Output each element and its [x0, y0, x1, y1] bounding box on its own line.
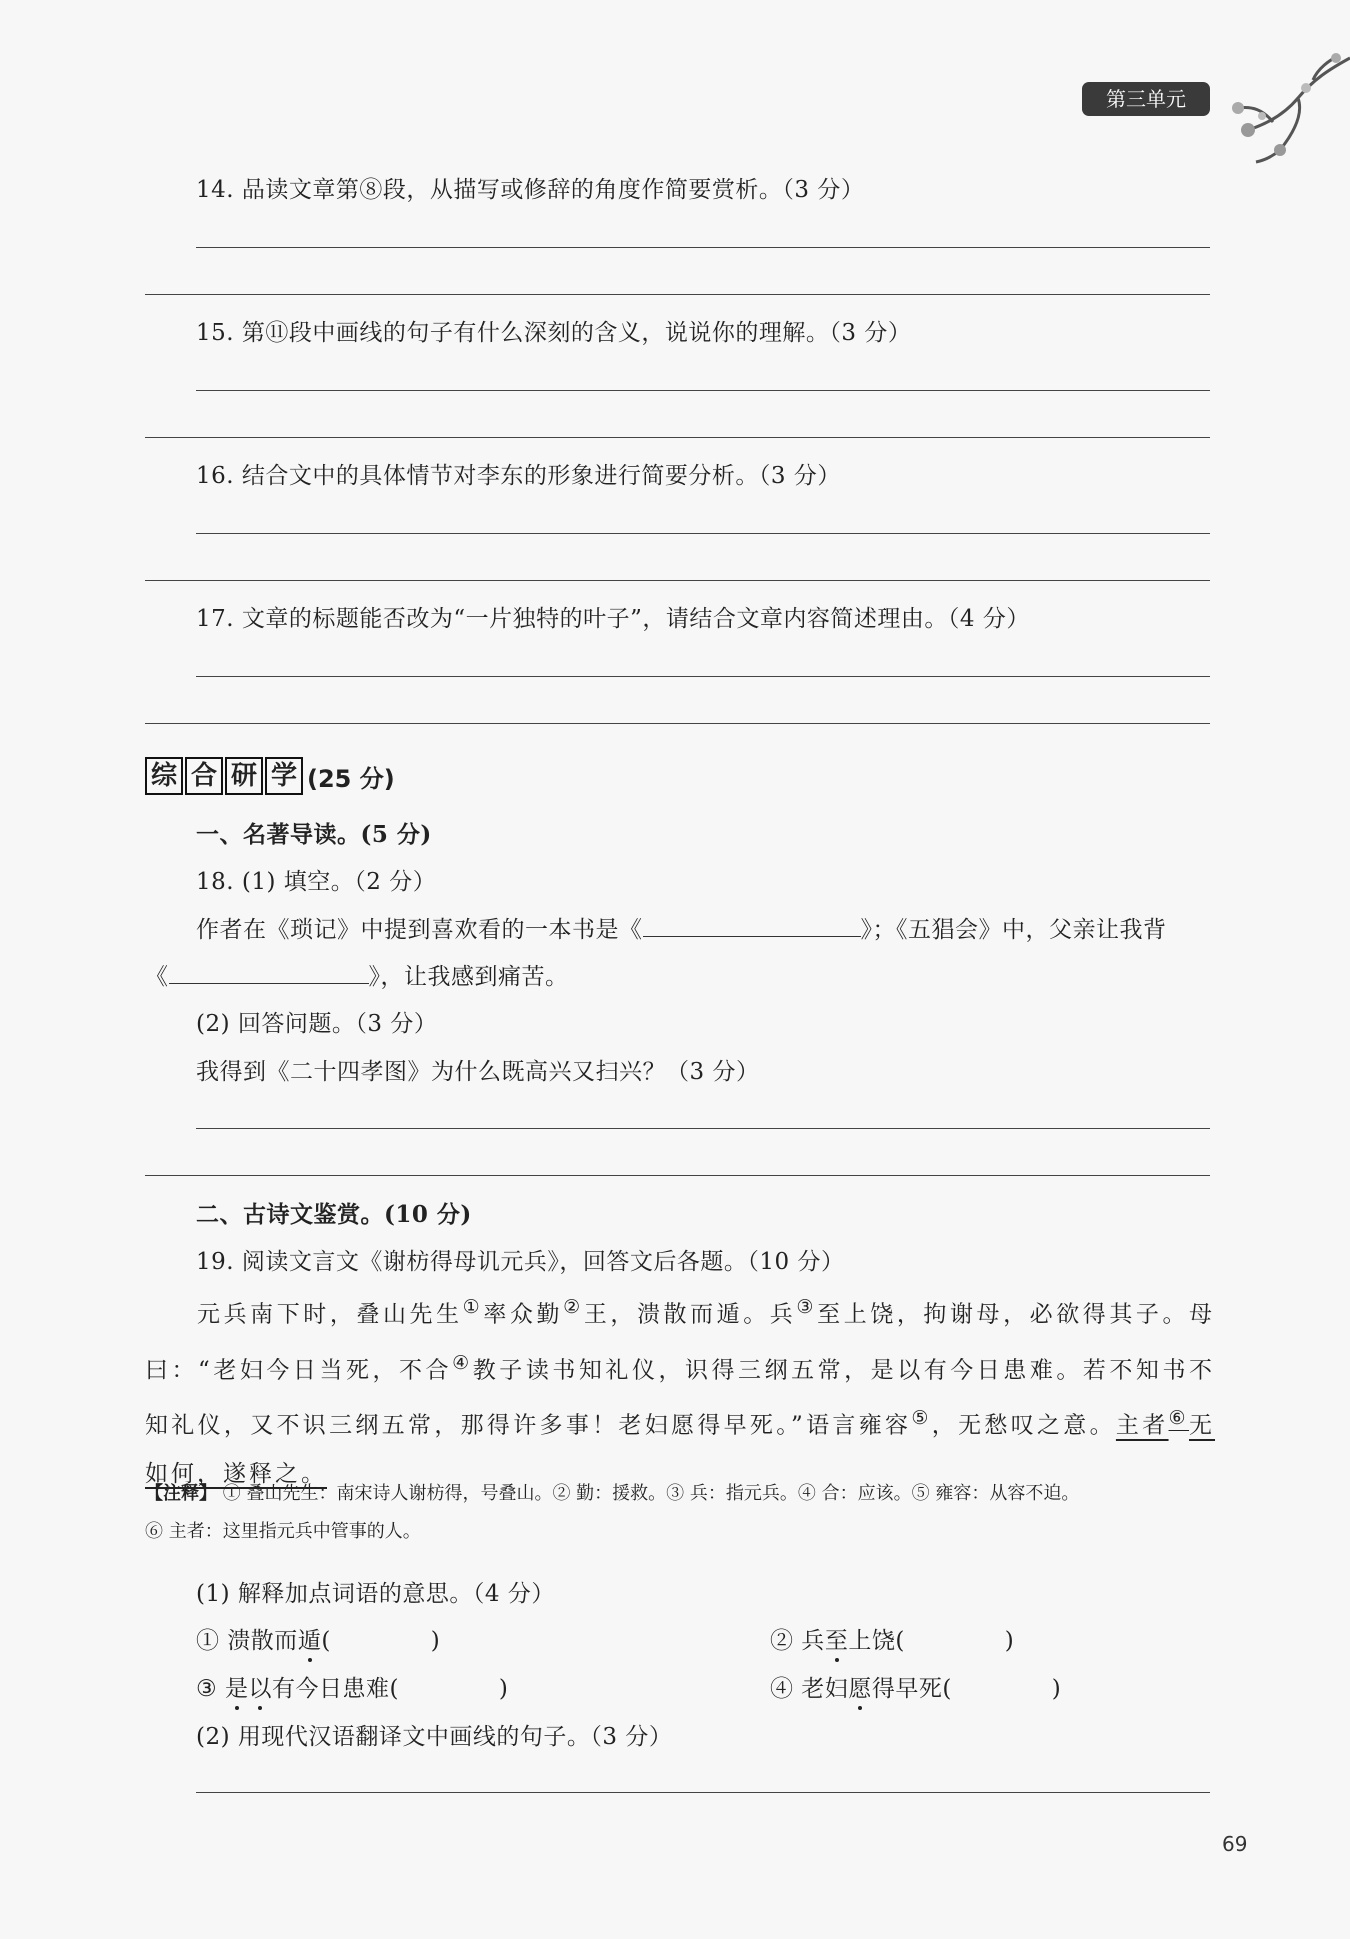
part1-heading: 一、名著导读。(5 分): [196, 821, 432, 848]
item-text: ④ 老妇: [770, 1676, 849, 1702]
question-18-2: (2) 回答问题。（3 分）: [196, 1011, 438, 1037]
passage-text: 教子读书知礼仪，识得三纲五常，是以有今日患难。若不知书不知礼仪，又不识三纲五常，那得许多事！老妇愿得早死。”语言雍容: [145, 1357, 1215, 1439]
question-17: 17. 文章的标题能否改为“一片独特的叶子”，请结合文章内容简述理由。（4 分）: [196, 606, 1030, 632]
answer-line[interactable]: [196, 390, 1210, 391]
vocab-item-2: [770, 1622, 1014, 1655]
answer-line[interactable]: [196, 533, 1210, 534]
seal-char: 综: [145, 757, 183, 795]
item-text: 有今日患难(: [271, 1676, 399, 1702]
note-ref: ④: [452, 1350, 473, 1374]
passage-paragraph: [145, 1283, 1215, 1498]
section-seal: [145, 757, 303, 795]
answer-line[interactable]: [145, 723, 1210, 724]
answer-line[interactable]: [196, 676, 1210, 677]
note-ref: ②: [563, 1295, 584, 1318]
unit-badge: 第三单元: [1082, 82, 1210, 116]
fill-text: 》，让我感到痛苦。: [368, 964, 569, 990]
item-text: ② 兵: [770, 1628, 825, 1654]
item-text: ): [1051, 1676, 1062, 1702]
page-number: 69: [1222, 1832, 1248, 1856]
question-18-1: 18. (1) 填空。（2 分）: [196, 869, 437, 895]
answer-line[interactable]: [196, 247, 1210, 248]
seal-char: 研: [225, 757, 263, 795]
passage-text: 王，溃散而遁。兵: [583, 1301, 797, 1328]
section-title: [145, 757, 395, 795]
dotted-char: 愿: [848, 1670, 872, 1703]
notes-line: ⑥ 主者：这里指元兵中管事的人。: [145, 1521, 421, 1542]
note-ref: ⑤: [911, 1406, 932, 1430]
dotted-char: 是: [225, 1670, 249, 1703]
underlined-sentence: 主者: [1115, 1412, 1169, 1439]
dotted-char: 遁: [298, 1622, 322, 1655]
fill-line-2: [145, 958, 569, 991]
note-ref: ③: [796, 1295, 818, 1318]
classical-passage: [145, 1283, 1215, 1498]
item-text: ): [1004, 1628, 1015, 1654]
question-19-1: (1) 解释加点词语的意思。（4 分）: [196, 1581, 555, 1607]
passage-text: ，无愁叹之意。: [931, 1412, 1116, 1439]
section-score: (25 分): [307, 764, 395, 793]
passage-text: 元兵南下时，叠山先生: [197, 1301, 463, 1328]
item-text: 得早死(: [871, 1676, 952, 1702]
passage-text: 至上饶，拘谢母，必欲得其子。母曰：“老妇今日当死，不合: [145, 1301, 1216, 1384]
item-text: ): [498, 1676, 509, 1702]
seal-char: 合: [185, 757, 223, 795]
seal-char: 学: [265, 757, 303, 795]
notes-line: [145, 1475, 1220, 1513]
part2-heading: 二、古诗文鉴赏。(10 分): [196, 1201, 472, 1228]
question-16: 16. 结合文中的具体情节对李东的形象进行简要分析。（3 分）: [196, 463, 841, 489]
fill-blank[interactable]: [643, 914, 861, 937]
answer-line[interactable]: [145, 1175, 1210, 1176]
underlined-sentence: 无如何，遂释之。: [145, 1412, 1216, 1487]
fill-text: 《: [145, 964, 169, 990]
vocab-item-4: [770, 1670, 1061, 1703]
notes-tag: 【注释】: [145, 1483, 217, 1504]
answer-line[interactable]: [145, 294, 1210, 295]
question-14: 14. 品读文章第⑧段，从描写或修辞的角度作简要赏析。（3 分）: [196, 177, 865, 203]
item-text: 上饶(: [848, 1628, 905, 1654]
answer-line[interactable]: [145, 437, 1210, 438]
question-19: 19. 阅读文言文《谢枋得母讥元兵》，回答文后各题。（10 分）: [196, 1249, 845, 1275]
item-text: (: [321, 1628, 331, 1654]
question-15: 15. 第⑪段中画线的句子有什么深刻的含义，说说你的理解。（3 分）: [196, 320, 912, 346]
fill-text: 作者在《琐记》中提到喜欢看的一本书是《: [196, 917, 643, 943]
fill-blank[interactable]: [169, 961, 369, 984]
answer-line[interactable]: [145, 580, 1210, 581]
passage-text: 率众勤: [483, 1301, 564, 1328]
notes: [145, 1475, 1220, 1551]
dotted-char: 至: [825, 1622, 849, 1655]
item-text: ③: [196, 1676, 225, 1702]
vocab-item-1: [196, 1622, 440, 1655]
item-text: ① 溃散而: [196, 1628, 298, 1654]
note-ref: ①: [462, 1295, 484, 1318]
plum-branch-icon: [1218, 50, 1350, 170]
item-text: ): [430, 1628, 441, 1654]
fill-line-1: [196, 911, 1167, 944]
fill-text: 》；《五猖会》中，父亲让我背: [860, 917, 1167, 943]
answer-line[interactable]: [196, 1128, 1210, 1129]
notes-text: ① 叠山先生：南宋诗人谢枋得，号叠山。② 勤：援救。③ 兵：指元兵。④ 合：应该。⑤ 雍容：从容不迫。: [222, 1483, 1080, 1504]
question-18-2-text: 我得到《二十四孝图》为什么既高兴又扫兴？（3 分）: [196, 1059, 760, 1085]
answer-line[interactable]: [196, 1792, 1210, 1793]
dotted-char: 以: [248, 1670, 272, 1703]
vocab-item-3: [196, 1670, 508, 1703]
question-19-2: (2) 用现代汉语翻译文中画线的句子。（3 分）: [196, 1724, 673, 1750]
note-ref: ⑥: [1168, 1406, 1190, 1430]
